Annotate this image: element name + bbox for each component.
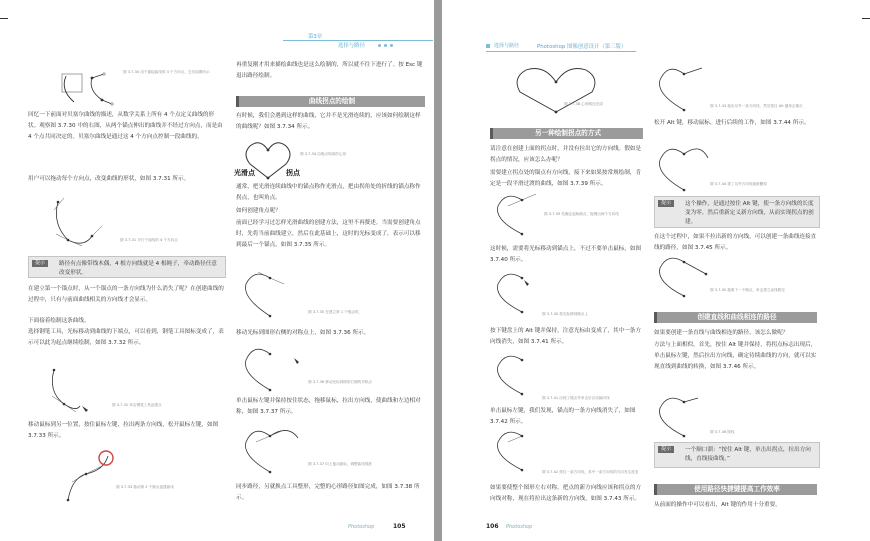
paragraph: 从前面的操作中可以看出，Alt 键的作用十分重要。 — [654, 502, 781, 508]
footer-brand: Photoshop — [506, 524, 533, 530]
section-heading: 另一种绘制拐点的方式 — [490, 128, 643, 139]
header-dot — [390, 44, 393, 47]
paragraph: 如何创建角点呢？ — [236, 208, 281, 214]
section-heading: 创建直线和曲线相连的路径 — [654, 312, 817, 323]
paragraph: 通常，把光滑连续曲线中的锚点称作光滑点，把由拐角处的折线的锚点称作拐点，也叫角点。 — [236, 184, 421, 201]
caption-fig-3734: 图 3.7.34 由锚点构成的心形 — [300, 152, 347, 156]
paragraph: 松开 Alt 键，移动鼠标，进行后续的工作，如图 3.7.44 所示。 — [654, 120, 810, 126]
right-page — [442, 0, 862, 541]
paragraph: 再重复刚才用来描绘曲线也是这么绘制的，所以就不往下进行了。按 Esc 键退出路径绘制。 — [236, 62, 423, 79]
paragraph: 在建立第一个锚点时，从一个锚点的一条方向线为什么消失了呢？在创建曲线的过程中，只有与前面曲线相关的方向线才会显示。 — [28, 286, 224, 303]
figure-curve-3744 — [654, 144, 714, 194]
caption-fig-3742: 图 3.7.42 按住一条方向线，其中一条方向线的方向发生改变 — [542, 470, 639, 474]
paragraph: 方法与上面相似，首先，按住 Alt 键并保持，将拐点标志出现后，单击鼠标左键，然后拉出方向线，确定待续曲线的方向，就可以实现直线到曲线的转换，如图 3.7.46 所示。 — [654, 342, 817, 370]
figure-curve-3745 — [654, 254, 714, 300]
tip-text: 一个顺口溜：“按住 Alt 键，单击出拐点，拉出方向线，直线接曲线。” — [685, 447, 811, 462]
section-heading: 使用路径快捷键提高工作效率 — [654, 484, 817, 495]
footer-page-number: 106 — [486, 523, 499, 530]
header-square — [486, 44, 490, 48]
paragraph: 需要建立拐点处的锚点有方向线，接下来如果按常规绘制，肯定是一段平滑过渡的曲线，如图 3.7.39 所示。 — [490, 170, 642, 187]
header-dot — [384, 44, 387, 47]
figure-curve-3743 — [654, 64, 714, 114]
paragraph: 按下键盘上的 Alt 键并保持，注意光标由变成了，其中一条方向线消失，如图 3.7.41 所示。 — [490, 328, 641, 345]
book-title: Photoshop 图像创意设计（第三版） — [537, 44, 627, 50]
figure-curve-3740 — [492, 270, 552, 316]
header-bar — [486, 51, 636, 52]
figure-curve-3737 — [240, 426, 310, 476]
caption-fig-3743: 图 3.7.43 拖出另外一条方向线，然后按住 Alt 键单击锚点 — [710, 104, 803, 108]
tip-text: 路径有点像带线木偶，4 根方向线就是 4 根绳子，牵动路径任意改变形状。 — [59, 261, 217, 276]
book-gutter — [434, 0, 442, 541]
figure-heart-complete — [510, 64, 602, 116]
figure-continue-path — [46, 366, 112, 422]
paragraph: 同步路径，另就换点工具整形，完整的心形路径如图完成，如图 3.7.38 所示。 — [236, 484, 420, 501]
paragraph: 如果要使整个图形左右对称，把点的新方向线应该和拐点的方向线对称，现在将拉出这条新的方向线，如图 3.7.43 所示。 — [490, 485, 642, 502]
caption-fig-3740: 图 3.7.40 将光标移到锚点上 — [542, 312, 589, 316]
chapter-title: 选择与路径 — [338, 43, 365, 49]
paragraph: 这时候，需要将光标移动到锚点上，不过不要单击鼠标，如图 3.7.40 所示。 — [490, 246, 642, 263]
chapter-title: 选择与路径 — [494, 43, 520, 49]
caption-fig-3739: 图 3.7.39 先确定起始锚点，拖拽出两个方向线 — [544, 212, 619, 216]
caption-fig-3731: 图 3.7.31 平行于曲线的 4 个方向点 — [120, 238, 178, 242]
paragraph: 移动光标到图形右侧的对称点上，如图 3.7.36 所示。 — [236, 330, 370, 336]
left-page — [8, 0, 434, 541]
paragraph: 如果要创建一条直线与曲线相连的路径，该怎么做呢？ — [654, 330, 789, 336]
caption-fig-3741: 图 3.7.41 出现了锚点并单击后自动换向线 — [542, 396, 610, 400]
smooth-point-label: 光滑点 — [234, 169, 255, 177]
paragraph: 在这个过程中，如果不拉出新的方向线，可以创建一条曲线连接直线的路径，如图 3.7.45 所示。 — [654, 234, 817, 251]
section-heading: 曲线拐点的绘制 — [236, 96, 425, 107]
tip-label: 提示 — [658, 200, 674, 207]
caption-fig-3732: 图 3.7.32 单击钢笔工具创建点 — [112, 403, 162, 407]
caption-fig-3745: 图 3.7.45 拖第下一个锚点，单击建立直线路径 — [710, 288, 785, 292]
tip-label: 提示 — [32, 260, 48, 267]
caption-fig-3733: 图 3.7.33 拖动第 2 个锚点创建曲线 — [116, 485, 174, 489]
paragraph: 用户可以拖动每个方向点，改变曲线的形状，如图 3.7.31 所示。 — [28, 176, 190, 182]
figure-curve-3742 — [492, 428, 552, 474]
paragraph: 回忆一下前面对贝塞尔曲线的描述，从数学关系上所有 4 个点定义曲线的形状。观察图 3.7.30 中的右图，从两个锚点伸出的曲线并不经过方向点，而是由 4 个点共同决定的。贝塞尔曲线是通过这 4 个方向点控制一段曲线的。 — [28, 112, 223, 140]
figure-curve-3735 — [240, 270, 310, 320]
paragraph: 选择钢笔工具，光标移动到曲线的下端点，可以看到，钢笔工具图标变成了，表示可以此为起点继续绘制，如图 3.7.32 所示。 — [28, 329, 224, 346]
corner-point-label: 拐点 — [286, 169, 300, 177]
figure-curve-3741 — [492, 352, 552, 398]
paragraph: 单击鼠标左键并保持按住状态，拖移鼠标，拉出方向线，使曲线和左边相对称，如图 3.7.37 所示。 — [236, 398, 421, 415]
caption-fig-3737: 图 3.7.37 向上拖动鼠标，调整曲线弧度 — [308, 462, 373, 466]
figure-direction-lines — [48, 196, 118, 252]
tip-box — [654, 196, 820, 228]
paragraph: 移动鼠标到另一位置，按住鼠标左键，拉出两条方向线，松开鼠标左键，如图 3.7.33 所示。 — [28, 422, 219, 439]
chapter-number: 第3章 — [308, 34, 323, 40]
caption-fig-3736: 图 3.7.36 移动光标到图形右侧的对称点 — [308, 380, 373, 384]
footer-page-number: 105 — [393, 523, 406, 530]
tip-box — [654, 442, 820, 468]
header-dot — [378, 44, 381, 47]
paragraph: 请注意在创建上面的拐点时，并没有拉出它的方向线。假如是拐点的情况，应该怎么办呢？ — [490, 146, 642, 163]
figure-curve-3736 — [240, 344, 310, 394]
caption-fig-3744: 图 3.7.44 建了另外方向线就被删掉 — [710, 182, 767, 186]
tip-text: 这个操作，是通过按住 Alt 键，使一条方向线的长度变为零。然后重新定义新方向线，从而实现拐点的创建。 — [685, 201, 814, 225]
figure-curve-3739 — [492, 192, 552, 238]
caption-fig-3746: 图 3.7.46 图线 — [710, 430, 735, 434]
tip-label: 提示 — [658, 446, 674, 453]
footer-brand: Photoshop — [348, 524, 375, 530]
paragraph: 前面已经学习过怎样光滑曲线的创建方法，这里不再赘述。当需要创建角点时，先将当前曲线建立，然后在此基础上，这时的光标变成了，表示可以移到最后一个锚点，如图 3.7.35 所示。 — [236, 220, 421, 248]
paragraph: 单击鼠标左键，我们发现，锚点的一条方向线消失了，如图 3.7.42 所示。 — [490, 408, 636, 425]
tip-box — [28, 256, 226, 278]
figure-curve-3746 — [654, 394, 714, 440]
paragraph: 下面接着绘制这条曲线。 — [28, 318, 90, 324]
caption-fig-3738: 图 3.7.38 心形路径完成 — [564, 102, 603, 106]
figure-bezier-points — [58, 68, 120, 108]
figure-second-anchor — [58, 448, 128, 504]
paragraph: 有时候，我们会遇到这样的曲线，它并不是光滑连续的，应该如何绘制这样的曲线呢？如图 3.7.34 所示。 — [236, 113, 421, 130]
caption-fig-3735: 图 3.7.35 在建立第 1 个锚点时， — [308, 310, 363, 314]
caption-fig-3730: 图 3.7.30 用于描绘曲线的 4 个方向点，它们如图所示 — [123, 70, 210, 74]
